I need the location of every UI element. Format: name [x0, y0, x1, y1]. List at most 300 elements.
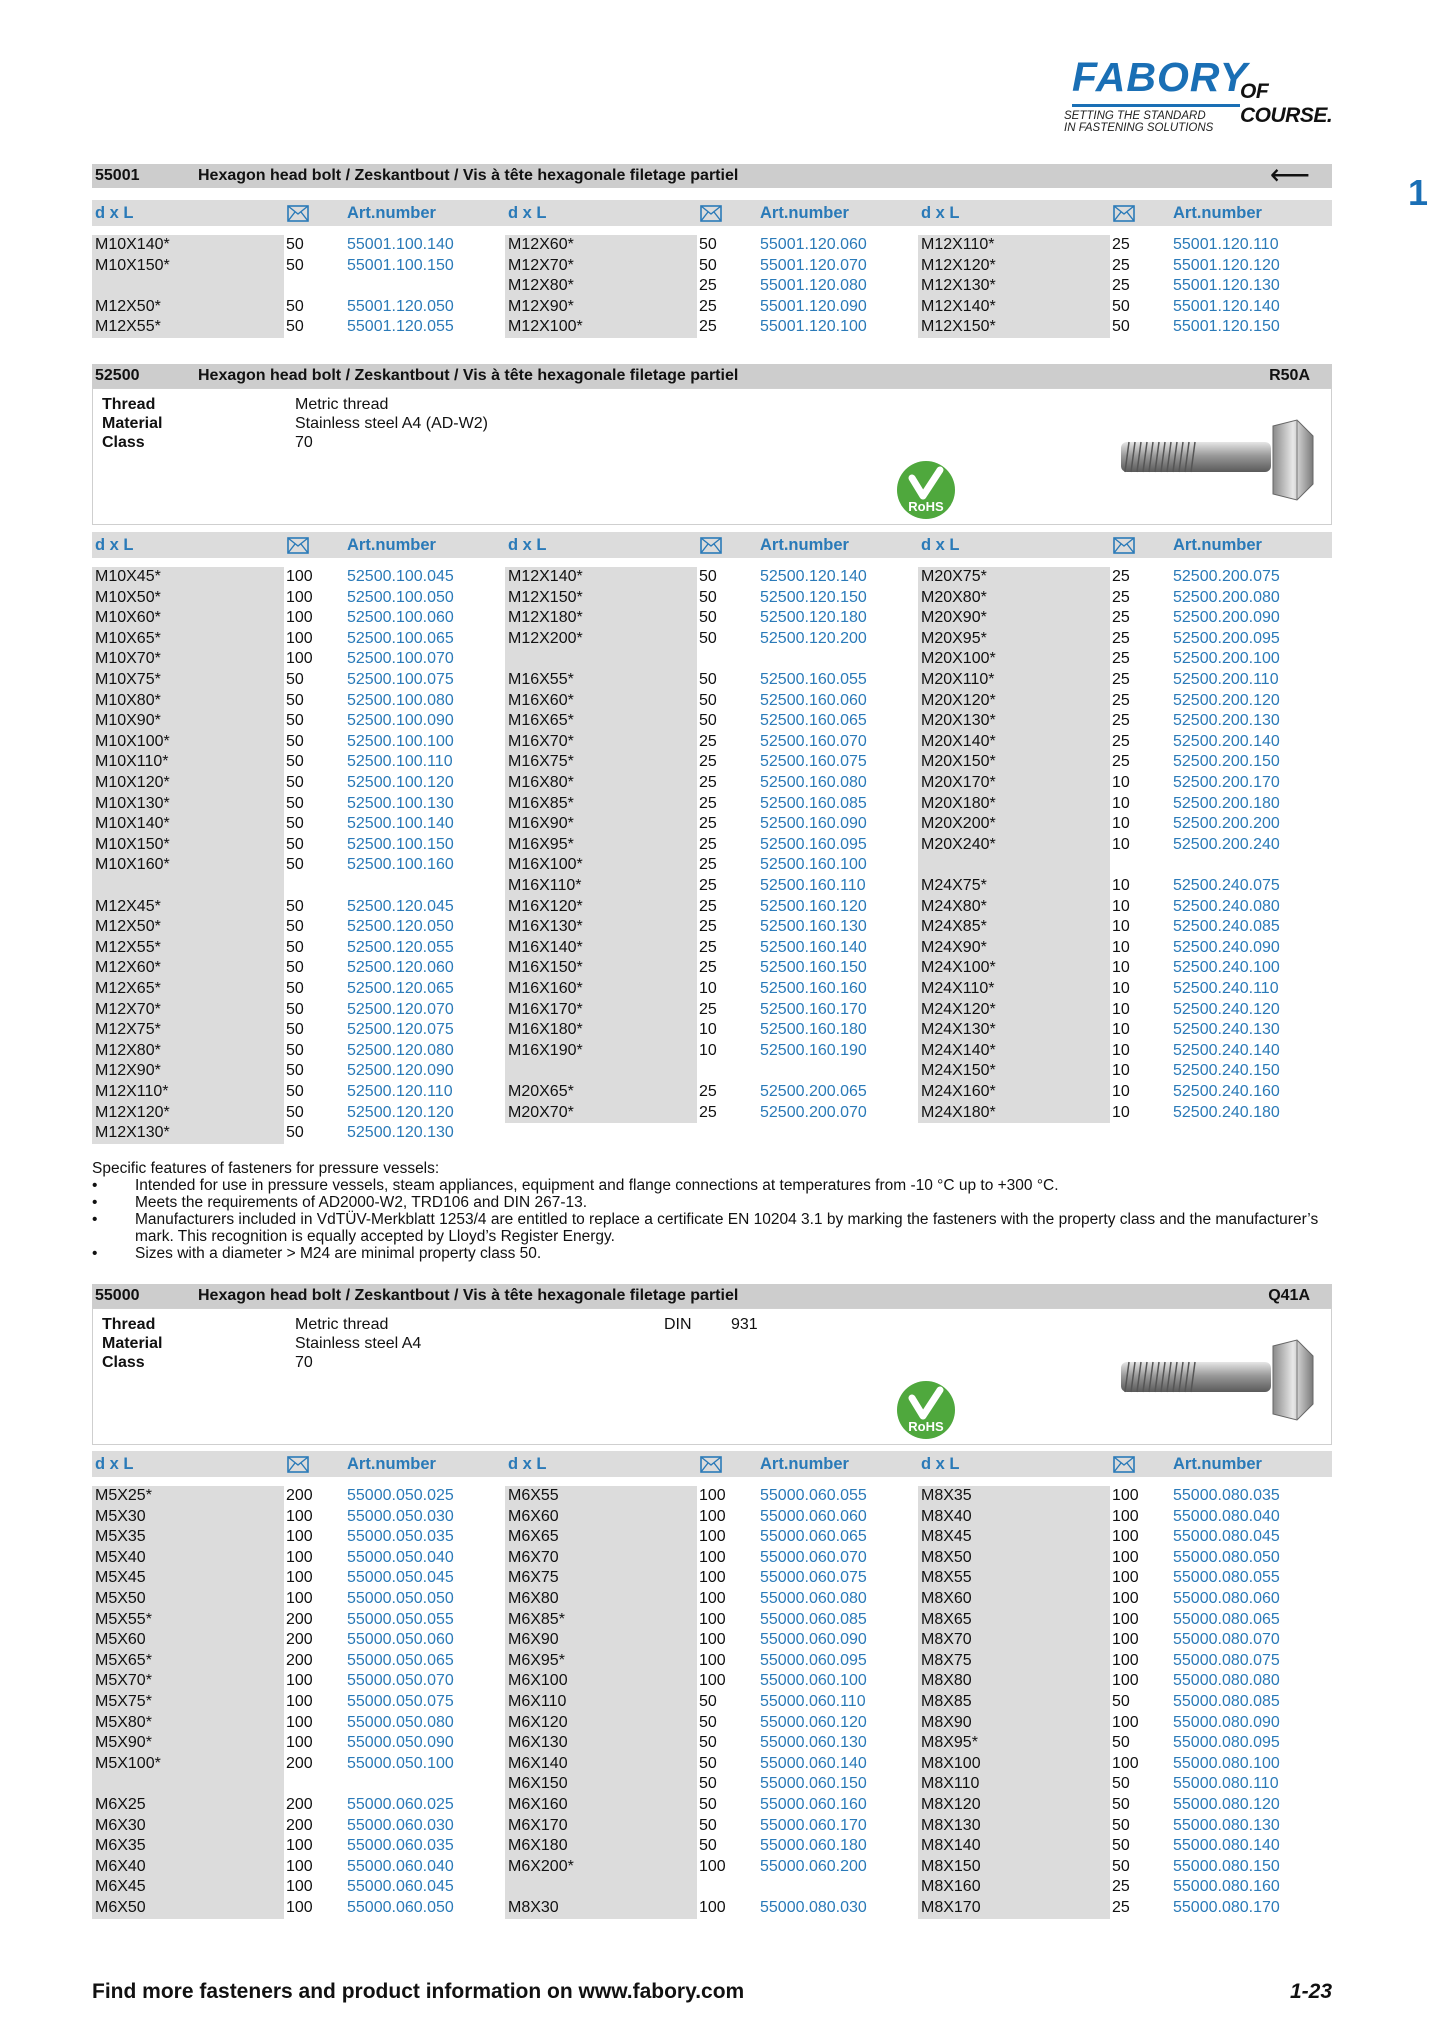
art-number-link[interactable]: 52500.120.110: [347, 1083, 453, 1100]
pack-quantity-cell: 25: [1112, 588, 1130, 606]
pack-quantity-cell: 50: [699, 256, 717, 274]
pack-quantity-cell: 50: [699, 1775, 717, 1793]
size-cell: M24X180*: [921, 1103, 996, 1121]
art-number-link[interactable]: 52500.240.100: [1173, 959, 1280, 977]
art-number-link[interactable]: 52500.160.170: [760, 1000, 867, 1018]
brand-tagline: OF COURSE.: [1240, 80, 1333, 127]
table-row: [92, 670, 505, 691]
art-number-link[interactable]: 52500.160.180: [760, 1021, 867, 1039]
art-number-link[interactable]: 55000.060.110: [760, 1693, 866, 1710]
table-row: [505, 1836, 918, 1857]
art-number-link[interactable]: 55000.080.035: [1173, 1487, 1280, 1504]
bullet: •: [92, 1211, 98, 1228]
art-number-link[interactable]: 52500.160.080: [760, 774, 867, 791]
art-number-link[interactable]: 55000.080.045: [1173, 1528, 1280, 1546]
art-number-link[interactable]: 52500.120.090: [347, 1062, 454, 1080]
art-number-link[interactable]: 55000.080.080: [1173, 1672, 1280, 1690]
art-number-link[interactable]: 52500.120.130: [347, 1124, 454, 1142]
pack-quantity-cell: 25: [699, 959, 717, 977]
table-row: [918, 1507, 1331, 1528]
table-row: [918, 1733, 1331, 1754]
section-title: Hexagon head bolt / Zeskantbout / Vis à tête hexagonale filetage partiel: [198, 1287, 739, 1304]
art-number-link[interactable]: 52500.100.100: [347, 732, 454, 750]
table-row: [918, 691, 1331, 712]
art-number-link[interactable]: 52500.240.075: [1173, 877, 1280, 894]
art-number-link[interactable]: 55000.050.060: [347, 1631, 454, 1649]
art-number-link[interactable]: 52500.240.080: [1173, 897, 1280, 915]
art-number-link[interactable]: 52500.100.150: [347, 835, 454, 853]
table-row: [918, 732, 1331, 753]
pack-quantity-cell: 50: [699, 671, 717, 688]
art-number-link[interactable]: 55000.060.160: [760, 1796, 867, 1813]
art-number-link[interactable]: 52500.120.070: [347, 1000, 454, 1018]
art-number-link[interactable]: 55000.060.200: [760, 1857, 867, 1875]
art-number-link[interactable]: 55000.080.170: [1173, 1899, 1280, 1916]
art-number-link[interactable]: 55000.060.045: [347, 1878, 454, 1896]
pack-quantity-cell: 100: [286, 629, 313, 647]
art-number-link[interactable]: 55001.120.110: [1173, 236, 1279, 253]
note-item: Meets the requirements of AD2000-W2, TRD106 and DIN 267-13.: [135, 1194, 588, 1211]
art-number-link[interactable]: 55001.100.140: [347, 236, 454, 253]
size-cell: M6X85*: [508, 1610, 565, 1628]
table-row: [505, 691, 918, 712]
table-row: [92, 1651, 505, 1672]
pack-quantity-cell: 50: [1112, 1775, 1130, 1793]
size-cell: M5X60: [95, 1631, 146, 1649]
art-number-link[interactable]: 52500.120.060: [347, 959, 454, 977]
table-row: [92, 1610, 505, 1631]
art-number-link[interactable]: 55001.120.060: [760, 236, 867, 253]
table-row: [918, 1041, 1331, 1062]
pack-quantity-cell: 25: [1112, 650, 1130, 668]
size-cell: M6X75: [508, 1569, 559, 1587]
art-number-link[interactable]: 55000.080.120: [1173, 1796, 1280, 1813]
art-number-link[interactable]: 55000.080.140: [1173, 1837, 1280, 1855]
art-number-link[interactable]: 55000.080.050: [1173, 1548, 1280, 1566]
art-number-link[interactable]: 52500.200.080: [1173, 588, 1280, 606]
size-cell: M6X35: [95, 1837, 146, 1855]
art-number-link[interactable]: 55000.050.080: [347, 1713, 454, 1731]
table-row: [92, 588, 505, 609]
pack-quantity-cell: 10: [1112, 815, 1130, 833]
art-number-link[interactable]: 55001.120.140: [1173, 297, 1280, 315]
size-cell: M8X160: [921, 1878, 981, 1896]
art-number-link[interactable]: 55000.060.130: [760, 1734, 867, 1752]
art-number-link[interactable]: 55000.080.110: [1173, 1775, 1279, 1793]
art-number-link[interactable]: 52500.240.120: [1173, 1000, 1280, 1018]
art-number-link[interactable]: 55000.050.070: [347, 1672, 454, 1690]
section-code: 55001: [95, 167, 140, 184]
pack-quantity-cell: 50: [1112, 1796, 1130, 1813]
art-number-link[interactable]: 55001.120.100: [760, 318, 867, 336]
size-cell: M24X80*: [921, 897, 987, 915]
size-cell: M6X130: [508, 1734, 568, 1752]
art-number-link[interactable]: 52500.160.075: [760, 753, 867, 771]
table-row: [918, 1000, 1331, 1021]
pack-quantity-cell: 50: [286, 1041, 304, 1059]
size-cell: M5X70*: [95, 1672, 152, 1690]
art-number-link[interactable]: 52500.160.055: [760, 671, 867, 688]
envelope-icon: [287, 537, 309, 554]
envelope-icon: [1113, 537, 1135, 554]
pack-quantity-cell: 100: [699, 1569, 726, 1587]
table-row: [505, 773, 918, 794]
art-number-link[interactable]: 55000.060.180: [760, 1837, 867, 1855]
art-number-link[interactable]: 55000.080.095: [1173, 1734, 1280, 1752]
art-number-link[interactable]: 52500.200.065: [760, 1083, 867, 1100]
product-table-55001: [92, 235, 1332, 338]
art-number-link[interactable]: 52500.200.140: [1173, 732, 1280, 750]
art-number-link[interactable]: 52500.240.140: [1173, 1041, 1280, 1059]
table-row: [92, 649, 505, 670]
size-cell: M16X190*: [508, 1041, 583, 1059]
size-cell: M16X80*: [508, 774, 574, 791]
size-cell: M12X50*: [95, 918, 161, 936]
table-row: [918, 670, 1331, 691]
size-cell: M16X140*: [508, 938, 583, 956]
table-row: [918, 1836, 1331, 1857]
pack-quantity-cell: 100: [1112, 1713, 1139, 1731]
art-number-link[interactable]: 52500.200.150: [1173, 753, 1280, 771]
art-number-link[interactable]: 55000.050.025: [347, 1487, 454, 1504]
table-row: [92, 1671, 505, 1692]
art-number-link[interactable]: 52500.100.060: [347, 609, 454, 627]
art-number-link[interactable]: 52500.100.045: [347, 568, 454, 585]
art-number-link[interactable]: 55001.120.090: [760, 297, 867, 315]
art-number-link[interactable]: 55000.050.075: [347, 1693, 454, 1710]
art-number-link[interactable]: 52500.240.160: [1173, 1083, 1280, 1100]
art-number-link[interactable]: 52500.100.140: [347, 815, 454, 833]
pack-quantity-cell: 50: [699, 1713, 717, 1731]
table-header-55000: [92, 1451, 1332, 1477]
art-number-link[interactable]: 55001.120.130: [1173, 277, 1280, 295]
art-number-link[interactable]: 52500.200.095: [1173, 629, 1280, 647]
art-number-link[interactable]: 55000.060.075: [760, 1569, 867, 1587]
table-row: [92, 691, 505, 712]
pack-quantity-cell: 50: [1112, 297, 1130, 315]
pack-quantity-cell: 100: [1112, 1651, 1139, 1669]
size-cell: M16X55*: [508, 671, 574, 688]
art-number-link[interactable]: 55001.120.150: [1173, 318, 1280, 336]
art-number-link[interactable]: 52500.120.065: [347, 980, 454, 997]
art-number-link[interactable]: 52500.160.120: [760, 897, 867, 915]
art-number-link[interactable]: 52500.160.065: [760, 712, 867, 730]
table-row: [505, 814, 918, 835]
size-cell: M8X75: [921, 1651, 972, 1669]
art-number-link[interactable]: 55000.060.070: [760, 1548, 867, 1566]
art-number-link[interactable]: 55000.050.055: [347, 1610, 454, 1628]
table-row: [92, 1589, 505, 1610]
art-number-link[interactable]: 55000.080.075: [1173, 1651, 1280, 1669]
art-number-link[interactable]: 52500.160.130: [760, 918, 867, 936]
art-number-link[interactable]: 52500.100.080: [347, 691, 454, 709]
size-cell: M12X150*: [921, 318, 996, 336]
size-cell: M16X170*: [508, 1000, 583, 1018]
art-number-link[interactable]: 55000.080.150: [1173, 1857, 1280, 1875]
art-number-link[interactable]: 55000.080.070: [1173, 1631, 1280, 1649]
pack-quantity-cell: 100: [699, 1899, 726, 1916]
envelope-icon: [700, 1456, 722, 1473]
table-row: [92, 1103, 505, 1124]
norm-value: 931: [731, 1316, 758, 1333]
art-number-link[interactable]: 52500.120.080: [347, 1041, 454, 1059]
table-row: [505, 752, 918, 773]
art-number-link[interactable]: 55000.050.090: [347, 1734, 454, 1752]
art-number-link[interactable]: 52500.100.110: [347, 753, 453, 771]
art-number-link[interactable]: 55000.060.055: [760, 1487, 867, 1504]
art-number-link[interactable]: 52500.100.050: [347, 588, 454, 606]
pack-quantity-cell: 25: [699, 1083, 717, 1100]
art-number-link[interactable]: 55000.060.170: [760, 1816, 867, 1834]
pack-quantity-cell: 50: [286, 897, 304, 915]
table-row: [505, 1041, 918, 1062]
art-number-link[interactable]: 55001.120.120: [1173, 256, 1280, 274]
table-row: [92, 1733, 505, 1754]
art-number-link[interactable]: 52500.240.130: [1173, 1021, 1280, 1039]
art-number-link[interactable]: 52500.200.170: [1173, 774, 1280, 791]
art-number-link[interactable]: 52500.100.160: [347, 856, 454, 874]
size-cell: M5X45: [95, 1569, 146, 1587]
art-number-link[interactable]: 55001.120.070: [760, 256, 867, 274]
art-number-link[interactable]: 52500.160.150: [760, 959, 867, 977]
art-number-link[interactable]: 55000.060.150: [760, 1775, 867, 1793]
art-number-link[interactable]: 55000.060.090: [760, 1631, 867, 1649]
art-number-link[interactable]: 55000.080.130: [1173, 1816, 1280, 1834]
art-number-link[interactable]: 52500.100.070: [347, 650, 454, 668]
size-cell: M12X50*: [95, 297, 161, 315]
art-number-link[interactable]: 52500.100.075: [347, 671, 454, 688]
size-cell: M12X70*: [508, 256, 574, 274]
art-number-link[interactable]: 52500.160.110: [760, 877, 866, 894]
art-number-link[interactable]: 52500.160.085: [760, 794, 867, 812]
pack-quantity-cell: 25: [1112, 732, 1130, 750]
size-cell: M5X75*: [95, 1693, 152, 1710]
art-number-link[interactable]: 55000.080.085: [1173, 1693, 1280, 1710]
art-number-link[interactable]: 52500.160.190: [760, 1041, 867, 1059]
envelope-icon: [700, 205, 722, 222]
size-cell: M24X140*: [921, 1041, 996, 1059]
pack-quantity-cell: 50: [1112, 1693, 1130, 1710]
envelope-icon: [1113, 1456, 1135, 1473]
art-number-link[interactable]: 55000.050.045: [347, 1569, 454, 1587]
art-number-link[interactable]: 52500.160.095: [760, 835, 867, 853]
art-number-link[interactable]: 55000.060.025: [347, 1796, 454, 1813]
pack-quantity-cell: 25: [699, 297, 717, 315]
art-number-link[interactable]: 52500.120.045: [347, 897, 454, 915]
pack-quantity-cell: 50: [286, 753, 304, 771]
art-number-link[interactable]: 55001.100.150: [347, 256, 454, 274]
pack-quantity-cell: 50: [699, 1837, 717, 1855]
art-number-link[interactable]: 52500.120.050: [347, 918, 454, 936]
art-number-link[interactable]: 55000.050.050: [347, 1590, 454, 1607]
pack-quantity-cell: 50: [286, 732, 304, 750]
art-number-link[interactable]: 52500.100.090: [347, 712, 454, 730]
table-row: [92, 1507, 505, 1528]
art-number-link[interactable]: 52500.240.085: [1173, 918, 1280, 936]
art-number-link[interactable]: 55000.050.035: [347, 1528, 454, 1546]
art-number-link[interactable]: 55000.060.085: [760, 1610, 867, 1628]
art-number-link[interactable]: 52500.100.130: [347, 794, 454, 812]
art-number-link[interactable]: 55000.080.090: [1173, 1713, 1280, 1731]
table-row: [92, 1692, 505, 1713]
art-number-link[interactable]: 55001.120.080: [760, 277, 867, 295]
pack-quantity-cell: 200: [286, 1487, 313, 1504]
art-number-link[interactable]: 52500.100.120: [347, 774, 454, 791]
table-row: [505, 897, 918, 918]
size-cell: M5X90*: [95, 1734, 152, 1752]
art-number-link[interactable]: 55000.060.140: [760, 1754, 867, 1772]
table-row: [505, 1774, 918, 1795]
art-number-link[interactable]: 55000.050.100: [347, 1754, 454, 1772]
pack-quantity-cell: 100: [1112, 1548, 1139, 1566]
art-number-link[interactable]: 52500.160.060: [760, 691, 867, 709]
art-number-link[interactable]: 52500.200.200: [1173, 815, 1280, 833]
size-cell: M12X140*: [508, 568, 583, 585]
art-number-link[interactable]: 55000.080.030: [760, 1899, 867, 1916]
pack-quantity-cell: 100: [1112, 1754, 1139, 1772]
art-number-link[interactable]: 52500.200.110: [1173, 671, 1279, 688]
art-number-link[interactable]: 52500.200.070: [760, 1103, 867, 1121]
table-row: [918, 317, 1331, 338]
art-number-link[interactable]: 52500.120.200: [760, 629, 867, 647]
art-number-link[interactable]: 52500.160.160: [760, 980, 867, 997]
table-row: [505, 979, 918, 1000]
art-number-link[interactable]: 55000.060.120: [760, 1713, 867, 1731]
art-number-link[interactable]: 55000.060.100: [760, 1672, 867, 1690]
art-number-link[interactable]: 55000.080.060: [1173, 1590, 1280, 1607]
art-number-link[interactable]: 52500.120.140: [760, 568, 867, 585]
pack-quantity-cell: 50: [286, 918, 304, 936]
art-number-link[interactable]: 52500.240.150: [1173, 1062, 1280, 1080]
pack-quantity-cell: 10: [1112, 1083, 1130, 1100]
art-number-link[interactable]: 52500.200.075: [1173, 568, 1280, 585]
art-number-link[interactable]: 52500.200.240: [1173, 835, 1280, 853]
pack-quantity-cell: 100: [286, 1590, 313, 1607]
pack-quantity-cell: 10: [1112, 897, 1130, 915]
pack-quantity-cell: 25: [699, 794, 717, 812]
pack-quantity-cell: 100: [699, 1548, 726, 1566]
art-number-link[interactable]: 55000.060.050: [347, 1899, 454, 1916]
spec-value: 70: [295, 1354, 313, 1371]
spec-value: Stainless steel A4 (AD-W2): [295, 415, 488, 432]
size-cell: M10X150*: [95, 835, 170, 853]
art-number-link[interactable]: 55000.060.040: [347, 1857, 454, 1875]
pack-quantity-cell: 10: [1112, 1103, 1130, 1121]
pack-quantity-cell: 100: [699, 1672, 726, 1690]
art-number-link[interactable]: 52500.240.180: [1173, 1103, 1280, 1121]
art-number-link[interactable]: 55001.120.055: [347, 318, 454, 336]
size-cell: M10X150*: [95, 256, 170, 274]
art-number-link[interactable]: 52500.160.070: [760, 732, 867, 750]
art-number-link[interactable]: 52500.200.180: [1173, 794, 1280, 812]
art-number-link[interactable]: 55000.060.065: [760, 1528, 867, 1546]
art-number-link[interactable]: 52500.240.110: [1173, 980, 1279, 997]
art-number-link[interactable]: 52500.120.180: [760, 609, 867, 627]
art-number-link[interactable]: 52500.200.100: [1173, 650, 1280, 668]
table-row: [92, 235, 505, 256]
art-number-link[interactable]: 52500.120.150: [760, 588, 867, 606]
pack-quantity-cell: 25: [1112, 712, 1130, 730]
size-cell: M20X80*: [921, 588, 987, 606]
art-number-link[interactable]: 52500.160.090: [760, 815, 867, 833]
art-number-link[interactable]: 55000.050.030: [347, 1507, 454, 1525]
size-cell: M20X170*: [921, 774, 996, 791]
table-row: [505, 1795, 918, 1816]
art-number-link[interactable]: 55001.120.050: [347, 297, 454, 315]
spec-label: Thread: [102, 396, 156, 413]
pack-quantity-cell: 100: [286, 1569, 313, 1587]
size-cell: M16X75*: [508, 753, 574, 771]
art-number-link[interactable]: 52500.160.140: [760, 938, 867, 956]
art-number-link[interactable]: 55000.060.080: [760, 1590, 867, 1607]
table-row: [92, 1713, 505, 1734]
art-number-link[interactable]: 52500.240.090: [1173, 938, 1280, 956]
art-number-link[interactable]: 52500.200.130: [1173, 712, 1280, 730]
pack-quantity-cell: 50: [286, 774, 304, 791]
bullet: •: [92, 1194, 98, 1211]
art-number-link[interactable]: 55000.060.030: [347, 1816, 454, 1834]
art-number-link[interactable]: 52500.100.065: [347, 629, 454, 647]
art-number-link[interactable]: 55000.060.060: [760, 1507, 867, 1525]
table-row: [918, 1754, 1331, 1775]
art-number-link[interactable]: 52500.160.100: [760, 856, 867, 874]
size-cell: M6X180: [508, 1837, 568, 1855]
size-cell: M16X180*: [508, 1021, 583, 1039]
art-number-link[interactable]: 55000.080.160: [1173, 1878, 1280, 1896]
spec-value: Stainless steel A4: [295, 1335, 422, 1352]
art-number-link[interactable]: 55000.080.100: [1173, 1754, 1280, 1772]
brand-slogan: SETTING THE STANDARD IN FASTENING SOLUTIONS: [1064, 110, 1214, 134]
back-arrow-icon[interactable]: ⟵: [1269, 159, 1310, 190]
pack-quantity-cell: 50: [286, 1124, 304, 1142]
pack-quantity-cell: 25: [1112, 568, 1130, 585]
envelope-icon: [1113, 205, 1135, 222]
art-number-link[interactable]: 55000.080.055: [1173, 1569, 1280, 1587]
size-cell: M12X200*: [508, 629, 583, 647]
pack-quantity-cell: 100: [1112, 1631, 1139, 1649]
pack-quantity-cell: 25: [1112, 629, 1130, 647]
pack-quantity-cell: 10: [1112, 1041, 1130, 1059]
art-number-link[interactable]: 52500.120.120: [347, 1103, 454, 1121]
table-row: [505, 1630, 918, 1651]
table-row: [505, 1486, 918, 1507]
pack-quantity-cell: 100: [286, 1548, 313, 1566]
art-number-link[interactable]: 55000.050.040: [347, 1548, 454, 1566]
pack-quantity-cell: 50: [286, 671, 304, 688]
art-number-link[interactable]: 52500.120.055: [347, 938, 454, 956]
art-number-link[interactable]: 55000.080.040: [1173, 1507, 1280, 1525]
table-row: [918, 1610, 1331, 1631]
table-row: [918, 794, 1331, 815]
art-number-link[interactable]: 55000.050.065: [347, 1651, 454, 1669]
art-number-link[interactable]: 52500.200.120: [1173, 691, 1280, 709]
table-row: [505, 1103, 918, 1124]
table-row: [92, 794, 505, 815]
pack-quantity-cell: 25: [699, 1103, 717, 1121]
size-cell: M20X70*: [508, 1103, 574, 1121]
art-number-link[interactable]: 52500.200.090: [1173, 609, 1280, 627]
size-cell: M16X100*: [508, 856, 583, 874]
art-number-link[interactable]: 55000.060.035: [347, 1837, 454, 1855]
art-number-link[interactable]: 55000.080.065: [1173, 1610, 1280, 1628]
pack-quantity-cell: 25: [699, 277, 717, 295]
pack-quantity-cell: 100: [1112, 1569, 1139, 1587]
size-cell: M24X110*: [921, 980, 995, 997]
table-row: [918, 917, 1331, 938]
pack-quantity-cell: 10: [1112, 959, 1130, 977]
art-number-link[interactable]: 55000.060.095: [760, 1651, 867, 1669]
art-number-link[interactable]: 52500.120.075: [347, 1021, 454, 1039]
